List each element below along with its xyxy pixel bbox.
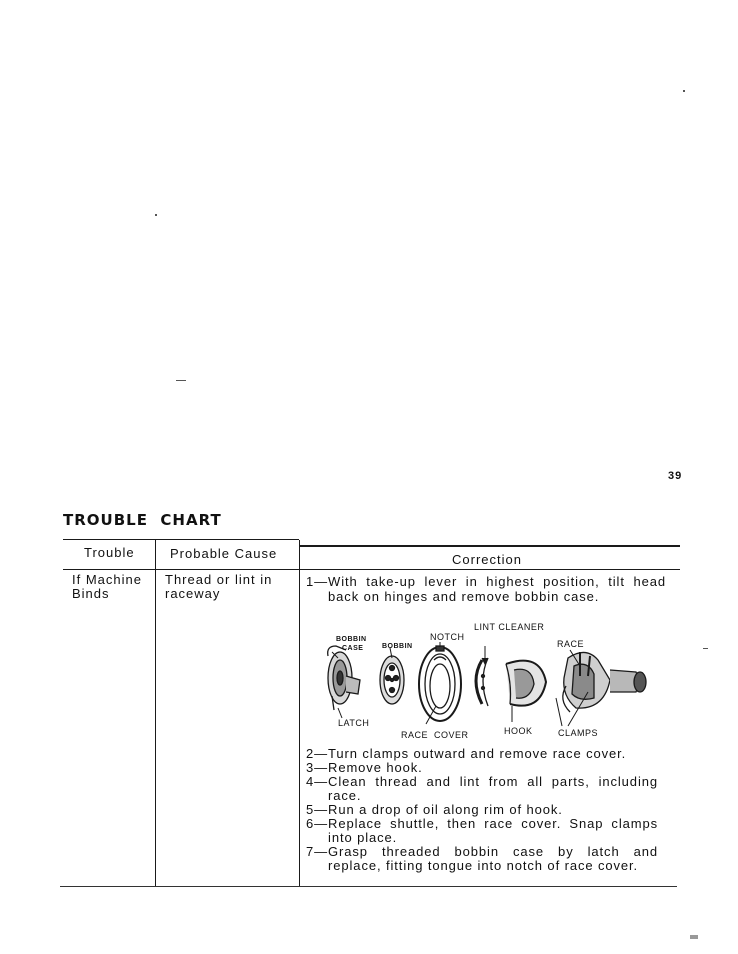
shuttle-parts-illustration [318, 616, 663, 746]
label-race: RACE [557, 639, 585, 649]
shuttle-drawing [506, 661, 546, 706]
column-divider-2 [299, 540, 300, 887]
trouble-line-2: Binds [72, 586, 110, 601]
bobbin-case-drawing [328, 646, 360, 710]
step-text: Clean thread and lint from all parts, including race. [328, 774, 658, 803]
page-title: TROUBLE CHART [63, 511, 222, 529]
label-bobbin-case-1: BOBBIN [336, 636, 367, 643]
step-number: 2— [306, 746, 329, 761]
table-bottom-rule [60, 886, 677, 887]
step-number: 7— [306, 844, 329, 859]
step-item [306, 761, 658, 775]
step-item [306, 574, 666, 604]
step-text: Run a drop of oil along rim of hook. [328, 802, 563, 817]
step-text: Remove hook. [328, 760, 423, 775]
race-cover-drawing [419, 646, 461, 721]
race-drawing [563, 652, 646, 712]
step-number: 6— [306, 816, 329, 831]
step-item [306, 817, 658, 845]
header-trouble: Trouble [84, 545, 135, 560]
shuttle-parts-diagram [318, 616, 663, 746]
header-probable-cause: Probable Cause [170, 546, 278, 561]
label-notch: NOTCH [430, 632, 465, 642]
trouble-cell [72, 573, 142, 601]
label-bobbin-case-2: CASE [342, 645, 364, 652]
label-clamps: CLAMPS [558, 728, 599, 738]
bobbin-drawing [380, 656, 404, 704]
label-hook: HOOK [504, 726, 533, 736]
label-lint-cleaner: LINT CLEANER [474, 622, 545, 632]
step-text: Replace shuttle, then race cover. Snap clamps into place. [328, 816, 658, 845]
step-item [306, 775, 658, 803]
step-item [306, 803, 658, 817]
scan-speck [176, 380, 186, 381]
label-latch: LATCH [338, 718, 370, 728]
column-divider-1 [155, 539, 156, 887]
table-top-rule-correction [299, 545, 680, 547]
header-correction: Correction [452, 552, 522, 567]
step-item [306, 845, 658, 873]
scan-speck [690, 935, 698, 939]
table-top-rule [63, 539, 156, 540]
cause-line-2: raceway [165, 586, 221, 601]
scan-speck [155, 214, 157, 216]
correction-steps-list [306, 747, 658, 873]
label-bobbin: BOBBIN [382, 643, 413, 650]
step-text: With take-up lever in highest position, tilt head back on hinges and remove bobbin case. [328, 574, 666, 604]
step-item [306, 747, 658, 761]
trouble-line-1: If Machine [72, 572, 142, 587]
table-top-rule-cause [156, 539, 299, 540]
step-number: 4— [306, 774, 329, 789]
page-number: 39 [668, 470, 683, 482]
scan-speck [683, 90, 685, 92]
cause-line-1: Thread or lint in [165, 572, 273, 587]
cause-cell [165, 573, 272, 601]
correction-step-1 [306, 574, 666, 604]
step-text: Grasp threaded bobbin case by latch and replace, fitting tongue into notch of race cover. [328, 844, 658, 873]
step-number: 1— [306, 574, 329, 589]
hook-drawing [476, 658, 488, 706]
scan-speck [703, 648, 708, 649]
label-race-cover: RACE COVER [401, 730, 469, 740]
step-text: Turn clamps outward and remove race cover. [328, 746, 627, 761]
step-number: 3— [306, 760, 329, 775]
step-number: 5— [306, 802, 329, 817]
